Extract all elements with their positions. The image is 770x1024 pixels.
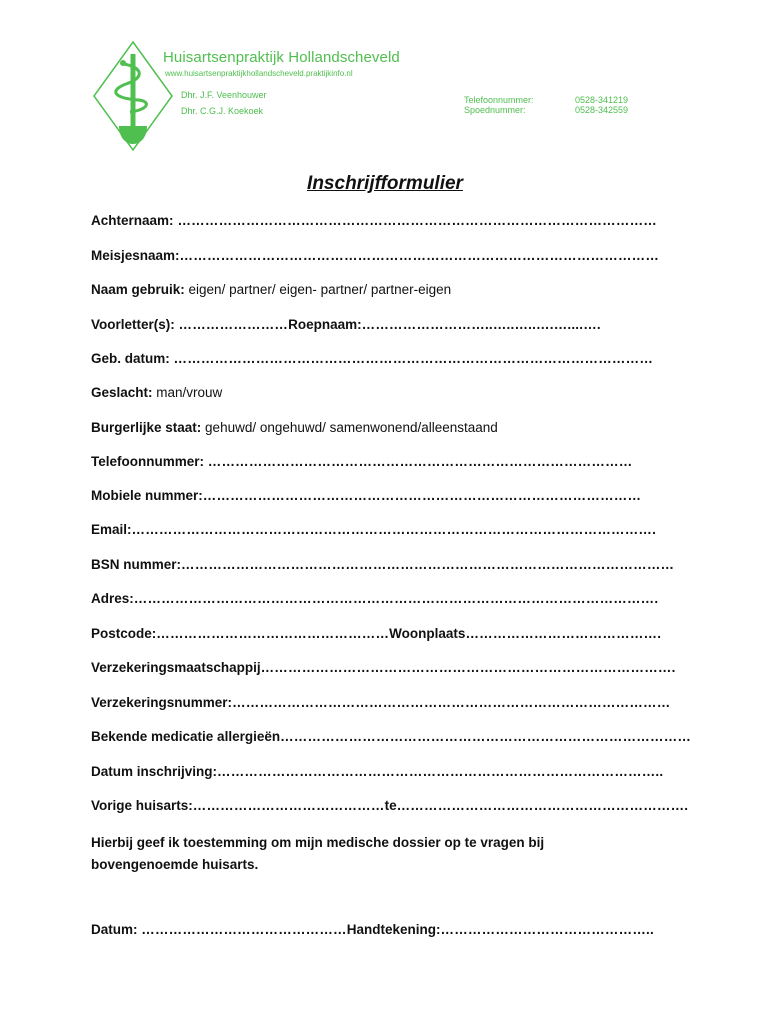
field-datum-inschrijving[interactable] [91,764,663,779]
doctor-name: Dhr. J.F. Veenhouwer [181,90,267,100]
field-telefoonnummer[interactable] [91,454,632,469]
field-label: Verzekeringsmaatschappij [91,660,261,675]
fill-line[interactable]: …………………………………………………………………………………………… [179,248,660,263]
fill-line[interactable]: ………………………..…..…..….…....…. [361,317,601,332]
field-label: Voorletter(s): [91,317,179,332]
fill-line[interactable]: …………………………………………………………………………………………… [173,213,657,228]
field-label: Geb. datum: [91,351,174,366]
field-label: Achternaam: [91,213,174,228]
field-adres[interactable] [91,591,658,606]
field-label: Meisjesnaam: [91,248,180,263]
field-burgerlijke-staat[interactable] [91,420,498,435]
field-label: Postcode: [91,626,157,641]
field-label: Roepnaam: [288,317,362,332]
field-label: Adres: [91,591,134,606]
fill-line[interactable]: ……………………………………… [141,922,347,937]
fill-line[interactable]: …………………………………………………………………………………… [232,695,671,710]
letterhead [0,0,770,160]
field-email[interactable] [91,522,656,537]
field-postcode-woonplaats[interactable] [91,626,661,641]
fill-line[interactable]: …………………………………………………………………………………….. [217,764,664,779]
fill-line[interactable]: ……………………………………………………………………………………………………. [131,522,657,537]
field-mobiele-nummer[interactable] [91,488,641,503]
practice-name: Huisartsenpraktijk Hollandscheveld [163,49,400,66]
field-bsn-nummer[interactable] [91,557,674,572]
fill-line[interactable]: ……………………………………….. [440,922,654,937]
fill-line[interactable]: …………………………………………… [156,626,390,641]
signature-line[interactable] [91,922,654,937]
field-label: Naam gebruik: [91,282,185,297]
field-voorletters-roepnaam[interactable] [91,317,601,332]
fill-line[interactable]: ……………………………………………………………………………… [280,729,692,744]
fill-line[interactable]: ………………………………………………………. [396,798,689,813]
field-vorige-huisarts[interactable] [91,798,688,813]
field-label: Geslacht: [91,385,153,400]
field-options[interactable]: gehuwd/ ongehuwd/ samenwonend/alleenstaand [201,420,498,435]
emergency-value: 0528-342559 [575,105,629,115]
emergency-label: Spoednummer: [464,105,526,115]
field-label: Datum: [91,922,142,937]
field-meisjesnaam[interactable] [91,248,659,263]
phone-label: Telefoonnummer: [464,95,534,105]
doctor-name: Dhr. C.G.J. Koekoek [181,106,264,116]
field-label: BSN nummer: [91,557,182,572]
field-label: Email: [91,522,132,537]
fill-line[interactable]: ………………………………………………………………………………… [207,454,633,469]
field-geb-datum[interactable] [91,351,653,366]
field-label: Bekende medicatie allergieën [91,729,281,744]
fill-line[interactable]: …………………………………………………………………………………… [202,488,642,503]
consent-statement: Hierbij geef ik toestemming om mijn medische dossier op te vragen bij bovengenoemde huisarts. [91,835,545,872]
field-label: te [384,798,397,813]
field-options[interactable]: man/vrouw [152,385,223,400]
field-label: Telefoonnummer: [91,454,208,469]
field-verzekeringsmaatschappij[interactable] [91,660,676,675]
field-label: Handtekening: [346,922,441,937]
field-label: Verzekeringsnummer: [91,695,233,710]
fill-line[interactable]: ……………………………………. [465,626,662,641]
phone-value: 0528-341219 [575,95,629,105]
field-medicatie-allergieen[interactable] [91,729,691,744]
field-options[interactable]: eigen/ partner/ eigen- partner/ partner-eigen [184,282,452,297]
field-geslacht[interactable] [91,385,222,400]
field-label: Vorige huisarts: [91,798,193,813]
practice-website: www.huisartsenpraktijkhollandscheveld.praktijkinfo.nl [165,69,353,78]
caduceus-logo [92,40,174,152]
fill-line[interactable]: …………………………………… [192,798,385,813]
fill-line[interactable]: …………………………………………………………………………………………… [173,351,654,366]
field-label: Woonplaats [389,626,466,641]
field-label: Burgerlijke staat: [91,420,202,435]
fill-line[interactable]: ……………………………………………………………………………………………… [181,557,675,572]
field-verzekeringsnummer[interactable] [91,695,670,710]
field-achternaam[interactable] [91,213,657,228]
field-naam-gebruik[interactable] [91,282,451,297]
field-label: Datum inschrijving: [91,764,218,779]
field-label: Mobiele nummer: [91,488,203,503]
fill-line[interactable]: ……………………………………………………………………………………………………. [133,591,659,606]
fill-line[interactable]: ………………………………………………………………………………. [260,660,676,675]
form-title: Inschrijfformulier [307,173,463,194]
fill-line[interactable]: …………………… [178,317,289,332]
